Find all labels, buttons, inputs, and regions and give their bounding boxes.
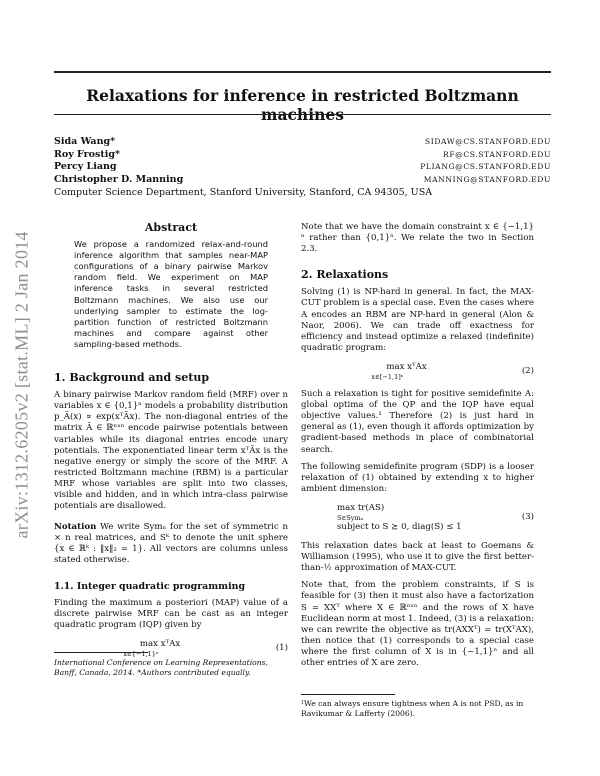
author-email: RF@CS.STANFORD.EDU xyxy=(443,149,551,159)
equation-subscript: x∈[−1,1]ⁿ xyxy=(371,373,404,382)
notation-label: Notation xyxy=(54,522,97,533)
author-email: SIDAW@CS.STANFORD.EDU xyxy=(424,137,551,146)
affiliation: Computer Science Department, Stanford University, Stanford, CA 94305, USA xyxy=(54,187,433,198)
section-heading: 2. Relaxations xyxy=(301,268,389,282)
equation-number: (2) xyxy=(521,365,534,376)
subsection-heading: 1.1. Integer quadratic programming xyxy=(54,580,246,592)
arxiv-stamp: arXiv:1312.6205v2 [stat.ML] 2 Jan 2014 xyxy=(11,231,32,539)
notation-paragraph xyxy=(54,522,288,566)
body-paragraph: Solving (1) is NP-hard in general. In fact, the MAX-CUT problem is a special case. Even the cases where A encodes an RBM are NP-hard in general (Alon & Naor, 2006). We can trade off exactness for efficiency and instead optimize a relaxed (indefinite) quadratic program: xyxy=(301,287,534,353)
equation-1 xyxy=(54,639,288,658)
equation-number: (1) xyxy=(275,642,288,653)
notation-text: We write Symₙ for the set of symmetric n × n real matrices, and Sᵏ to denote the unit sphere {x ∈ ℝᵏ : ‖x‖₂ = 1}. All vectors are columns unless stated otherwise. xyxy=(54,522,288,566)
equation-body: max xᵀAx xyxy=(386,361,427,372)
footnote-rule xyxy=(301,694,395,695)
equation-body: max xᵀAx xyxy=(139,638,181,649)
right-column xyxy=(301,222,534,669)
left-column xyxy=(54,222,288,666)
equation-subscript: S∈Symₙ xyxy=(337,513,364,522)
body-paragraph: Note that we have the domain constraint x ∈ {−1,1}ⁿ rather than {0,1}ⁿ. We relate the two in Section 2.3. xyxy=(301,222,534,255)
author-block xyxy=(54,136,551,200)
title-bottom-rule xyxy=(54,114,551,115)
author-email: MANNING@STANFORD.EDU xyxy=(423,174,551,184)
equation-3 xyxy=(301,503,534,533)
body-paragraph: Finding the maximum a posteriori (MAP) value of a discrete pairwise MRF can be cast as an integer quadratic program (IQP) given by xyxy=(54,597,288,630)
equation-constraint: subject to S ⪰ 0, diag(S) ≤ 1 xyxy=(337,521,462,532)
author-name: Percy Liang xyxy=(54,161,117,172)
author-row xyxy=(54,161,551,174)
top-rule xyxy=(54,71,551,73)
author-row xyxy=(54,136,551,149)
body-paragraph: Note that, from the problem constraints, if S is feasible for (3) then it must also have a factorization S = XXᵀ where X ∈ ℝⁿˣⁿ and the rows of X have Euclidean norm at most 1. Indeed, (3) is a relaxation: we can rewrite the objective as tr(AXXᵀ) = tr(XᵀAX), then notice that (1) corresponds to a special case where the first column of X is in {−1,1}ⁿ and all other entries of X are zero. xyxy=(301,580,535,668)
equation-body: max tr(AS) xyxy=(337,502,385,513)
footnote-rule xyxy=(54,652,148,653)
paper-title: Relaxations for inference in restricted Boltzmann machines xyxy=(86,86,519,124)
section-heading: 1. Background and setup xyxy=(54,371,210,385)
conference-footnote: International Conference on Learning Representations, Banff, Canada, 2014. *Authors contributed equally. xyxy=(54,658,268,677)
abstract-heading: Abstract xyxy=(144,221,198,234)
author-name: Christopher D. Manning xyxy=(54,173,184,185)
equation-number: (3) xyxy=(521,512,534,523)
author-name: Roy Frostig* xyxy=(54,148,120,160)
author-name: Sida Wang* xyxy=(54,136,116,147)
body-paragraph: This relaxation dates back at least to Goemans & Williamson (1995), who use it to give the first better-than-½ approximation of MAX-CUT. xyxy=(301,541,534,574)
footnote: ¹We can always ensure tightness when A is not PSD, as in Ravikumar & Lafferty (2006). xyxy=(301,699,524,718)
author-row xyxy=(54,174,551,187)
abstract-text: We propose a randomized relax-and-round inference algorithm that samples near-MAP configurations of a binary pairwise Markov random field. We experiment on MAP inference tasks in several restricted Boltzmann machines. We also use our underlying sampler to estimate the log-partition function of restricted Boltzmann machines and compare against other sampling-based methods. xyxy=(74,239,268,349)
equation-subscript: x∈{−1,1}ⁿ xyxy=(123,650,159,658)
body-paragraph: The following semidefinite program (SDP) is a looser relaxation of (1) obtained by extending x to higher ambient dimension: xyxy=(301,461,534,494)
author-email: PLIANG@CS.STANFORD.EDU xyxy=(420,162,551,171)
equation-2 xyxy=(301,362,534,381)
body-paragraph: A binary pairwise Markov random field (MRF) over n variables x ∈ {0,1}ⁿ models a probability distribution p_Ã(x) ∝ exp(xᵀÃx). The non-diagonal entries of the matrix Ã ∈ ℝⁿˣⁿ encode pairwise potentials between variables while its diagonal entries encode unary potentials. The exponentiated linear term xᵀÃx is the negative energy or simply the score of the MRF. A restricted Boltzmann machine (RBM) is a particular MRF whose variables are split into two classes, visible and hidden, and in which intra-class pairwise potentials are disallowed. xyxy=(54,390,288,512)
author-row xyxy=(54,149,551,162)
body-paragraph: Such a relaxation is tight for positive semidefinite A: global optima of the QP and the IQP have equal objective values.¹ Therefore (2) is just hard in general as (1), even though it affords optimization by gradient-based methods in place of combinatorial search. xyxy=(301,389,534,455)
